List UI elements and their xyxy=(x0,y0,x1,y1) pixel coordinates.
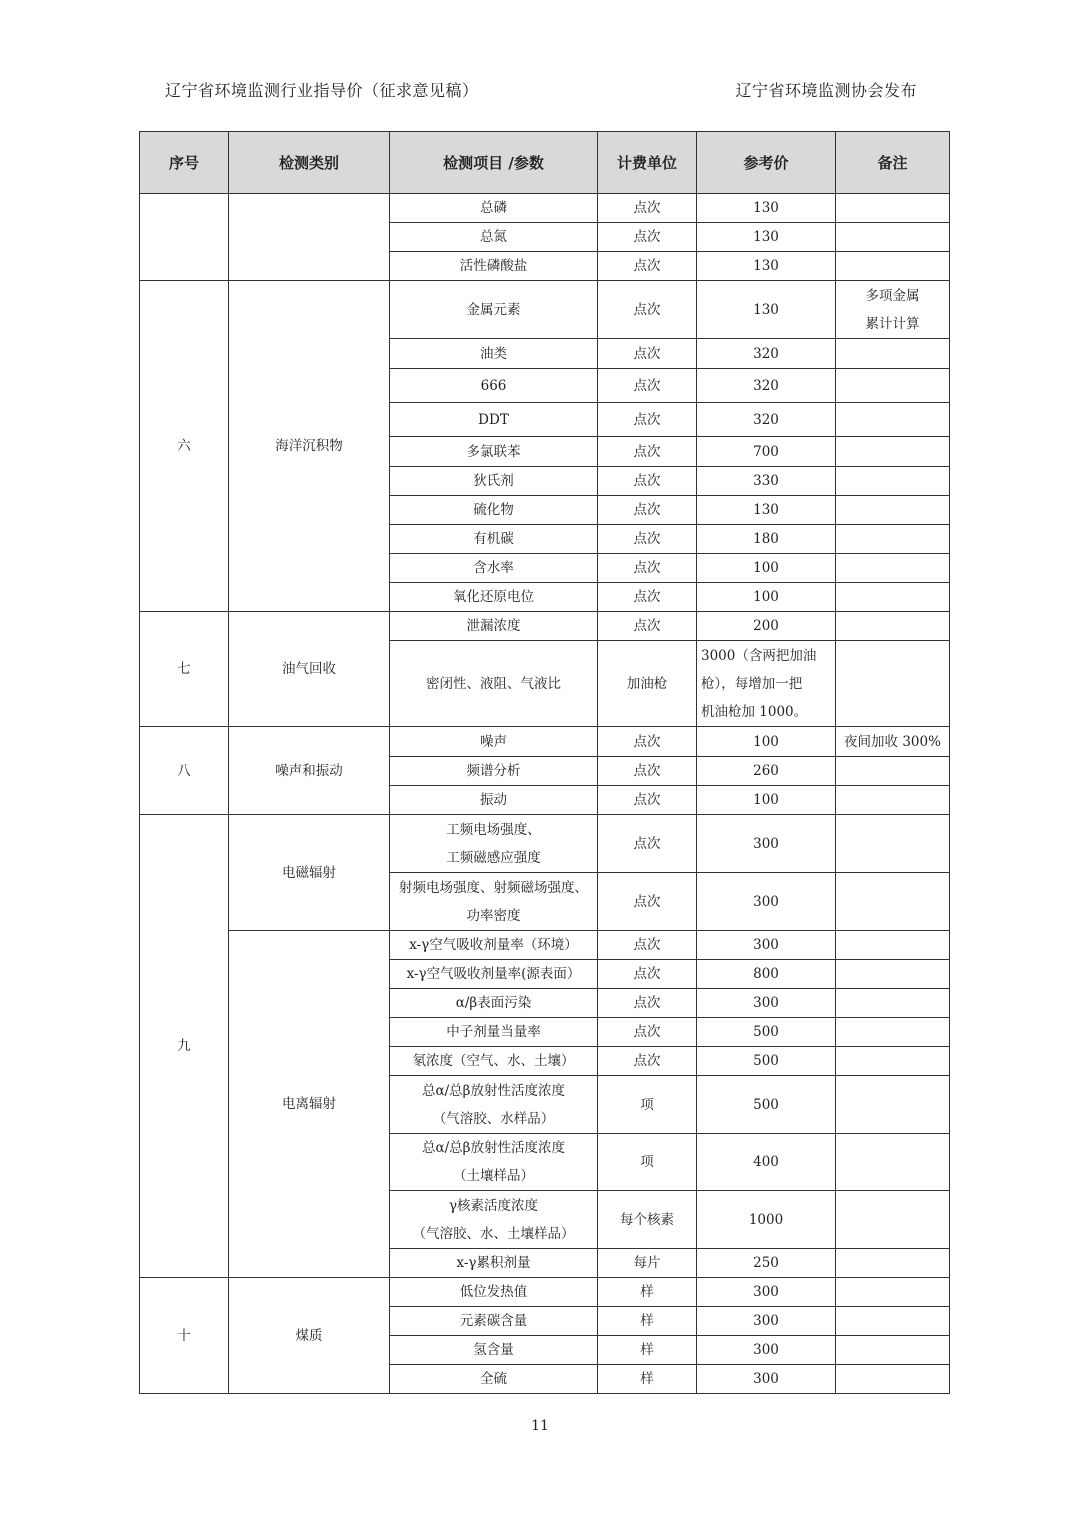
note-cell xyxy=(836,1307,950,1336)
note-cell xyxy=(836,786,950,815)
item-line: 工频磁感应强度 xyxy=(446,849,541,866)
note-cell xyxy=(836,252,950,281)
note-cell: 夜间加收 300% xyxy=(836,727,950,757)
seq-cell: 十 xyxy=(140,1278,229,1394)
category-cell: 电离辐射 xyxy=(229,931,390,1278)
price-cell: 300 xyxy=(697,873,836,931)
item-line: （气溶胶、水样品） xyxy=(432,1110,555,1127)
note-cell xyxy=(836,612,950,641)
item-cell: 氢含量 xyxy=(390,1336,598,1365)
price-cell: 260 xyxy=(697,757,836,786)
price-cell: 700 xyxy=(697,437,836,467)
unit-cell: 每片 xyxy=(598,1249,697,1278)
price-cell: 130 xyxy=(697,194,836,223)
seq-cell: 七 xyxy=(140,612,229,727)
col-item: 检测项目 /参数 xyxy=(390,132,598,194)
seq-cell: 九 xyxy=(140,815,229,1278)
note-cell xyxy=(836,467,950,496)
unit-cell: 点次 xyxy=(598,403,697,437)
price-cell: 100 xyxy=(697,583,836,612)
table-row xyxy=(140,727,950,757)
note-cell xyxy=(836,641,950,727)
item-cell xyxy=(390,873,598,931)
note-cell xyxy=(836,525,950,554)
unit-cell: 点次 xyxy=(598,281,697,339)
item-line: 总α/总β放射性活度浓度 xyxy=(422,1082,565,1099)
note-cell xyxy=(836,989,950,1018)
document-title: 辽宁省环境监测行业指导价（征求意见稿） xyxy=(165,81,479,100)
item-cell: 振动 xyxy=(390,786,598,815)
item-cell: 活性磷酸盐 xyxy=(390,252,598,281)
item-cell: 有机碳 xyxy=(390,525,598,554)
unit-cell: 点次 xyxy=(598,931,697,960)
unit-cell: 点次 xyxy=(598,1018,697,1047)
price-cell: 250 xyxy=(697,1249,836,1278)
item-line: 总α/总β放射性活度浓度 xyxy=(422,1140,565,1156)
price-cell: 180 xyxy=(697,525,836,554)
note-cell xyxy=(836,1278,950,1307)
item-line: γ核素活度浓度 xyxy=(448,1197,539,1214)
table-header-row xyxy=(140,132,950,194)
price-cell: 300 xyxy=(697,1307,836,1336)
price-cell: 130 xyxy=(697,496,836,525)
note-cell xyxy=(836,496,950,525)
price-cell: 300 xyxy=(697,815,836,873)
table-row xyxy=(140,815,950,873)
seq-cell: 六 xyxy=(140,281,229,612)
item-cell: α/β表面污染 xyxy=(390,989,598,1018)
category-cell: 海洋沉积物 xyxy=(229,281,390,612)
unit-cell: 每个核素 xyxy=(598,1191,697,1249)
note-cell xyxy=(836,1076,950,1134)
col-seq: 序号 xyxy=(140,132,229,194)
unit-cell: 项 xyxy=(598,1076,697,1134)
note-cell xyxy=(836,757,950,786)
unit-cell: 加油枪 xyxy=(598,641,697,727)
price-line: 枪），每增加一把 xyxy=(701,675,803,692)
item-cell: 总氮 xyxy=(390,223,598,252)
note-cell xyxy=(836,583,950,612)
item-cell: 狄氏剂 xyxy=(390,467,598,496)
unit-cell: 点次 xyxy=(598,815,697,873)
table-row xyxy=(140,281,950,339)
table-row xyxy=(140,612,950,641)
item-cell: x-γ空气吸收剂量率（环境） xyxy=(390,931,598,960)
note-cell xyxy=(836,815,950,873)
item-cell: 氧化还原电位 xyxy=(390,583,598,612)
note-cell xyxy=(836,223,950,252)
publisher: 辽宁省环境监测协会发布 xyxy=(735,81,917,100)
note-line: 多项金属 xyxy=(865,287,920,304)
item-cell: 元素碳含量 xyxy=(390,1307,598,1336)
unit-cell: 点次 xyxy=(598,612,697,641)
category-cell: 油气回收 xyxy=(229,612,390,727)
unit-cell: 样 xyxy=(598,1365,697,1394)
note-cell xyxy=(836,1047,950,1076)
unit-cell: 点次 xyxy=(598,873,697,931)
unit-cell: 点次 xyxy=(598,223,697,252)
price-cell: 100 xyxy=(697,727,836,757)
item-cell: 泄漏浓度 xyxy=(390,612,598,641)
price-cell: 800 xyxy=(697,960,836,989)
price-cell: 300 xyxy=(697,1278,836,1307)
note-cell xyxy=(836,339,950,369)
category-cell: 电磁辐射 xyxy=(229,815,390,931)
price-cell: 100 xyxy=(697,554,836,583)
price-cell: 500 xyxy=(697,1047,836,1076)
price-cell: 500 xyxy=(697,1076,836,1134)
item-line: 工频电场强度、 xyxy=(446,821,541,838)
item-cell: 多氯联苯 xyxy=(390,437,598,467)
col-category: 检测类别 xyxy=(229,132,390,194)
unit-cell: 项 xyxy=(598,1134,697,1191)
category-cell: 噪声和振动 xyxy=(229,727,390,815)
price-cell: 130 xyxy=(697,223,836,252)
seq-cell xyxy=(140,194,229,281)
note-cell xyxy=(836,1365,950,1394)
note-cell xyxy=(836,403,950,437)
item-cell: 中子剂量当量率 xyxy=(390,1018,598,1047)
unit-cell: 点次 xyxy=(598,369,697,403)
item-cell: 666 xyxy=(390,369,598,403)
item-cell: x-γ空气吸收剂量率(源表面） xyxy=(390,960,598,989)
unit-cell: 点次 xyxy=(598,960,697,989)
price-cell: 320 xyxy=(697,369,836,403)
note-cell xyxy=(836,281,950,339)
unit-cell: 样 xyxy=(598,1336,697,1365)
item-line: （土壤样品） xyxy=(453,1168,534,1184)
unit-cell: 点次 xyxy=(598,467,697,496)
unit-cell: 点次 xyxy=(598,1047,697,1076)
item-cell: 噪声 xyxy=(390,727,598,757)
unit-cell: 点次 xyxy=(598,989,697,1018)
price-cell: 300 xyxy=(697,989,836,1018)
note-cell xyxy=(836,554,950,583)
item-cell: 总磷 xyxy=(390,194,598,223)
item-cell: 全硫 xyxy=(390,1365,598,1394)
item-cell: 频谱分析 xyxy=(390,757,598,786)
price-cell: 130 xyxy=(697,252,836,281)
unit-cell: 点次 xyxy=(598,496,697,525)
unit-cell: 样 xyxy=(598,1307,697,1336)
unit-cell: 点次 xyxy=(598,194,697,223)
col-price: 参考价 xyxy=(697,132,836,194)
item-cell: 硫化物 xyxy=(390,496,598,525)
category-cell: 煤质 xyxy=(229,1278,390,1394)
unit-cell: 点次 xyxy=(598,525,697,554)
price-cell: 1000 xyxy=(697,1191,836,1249)
price-cell: 500 xyxy=(697,1018,836,1047)
item-cell: 氡浓度（空气、水、土壤） xyxy=(390,1047,598,1076)
seq-cell: 八 xyxy=(140,727,229,815)
note-cell xyxy=(836,1191,950,1249)
note-cell xyxy=(836,960,950,989)
unit-cell: 样 xyxy=(598,1278,697,1307)
note-cell xyxy=(836,194,950,223)
table-row xyxy=(140,1278,950,1307)
table-row xyxy=(140,194,950,223)
item-line: （气溶胶、水、土壤样品） xyxy=(412,1225,575,1242)
item-cell: DDT xyxy=(390,403,598,437)
price-table xyxy=(139,131,950,1394)
col-unit: 计费单位 xyxy=(598,132,697,194)
item-cell xyxy=(390,1076,598,1134)
category-cell xyxy=(229,194,390,281)
price-line: 3000（含两把加油 xyxy=(701,647,817,664)
price-cell: 100 xyxy=(697,786,836,815)
item-cell: x-γ累积剂量 xyxy=(390,1249,598,1278)
unit-cell: 点次 xyxy=(598,554,697,583)
item-cell xyxy=(390,1191,598,1249)
page-number: 11 xyxy=(531,1418,549,1434)
note-cell xyxy=(836,437,950,467)
col-note: 备注 xyxy=(836,132,950,194)
item-line: 功率密度 xyxy=(466,907,521,924)
price-cell xyxy=(697,641,836,727)
note-line: 累计计算 xyxy=(865,315,920,332)
note-cell xyxy=(836,931,950,960)
note-cell xyxy=(836,873,950,931)
note-cell xyxy=(836,1018,950,1047)
price-cell: 300 xyxy=(697,931,836,960)
price-line: 机油枪加 1000。 xyxy=(701,703,808,720)
price-cell: 320 xyxy=(697,339,836,369)
unit-cell: 点次 xyxy=(598,757,697,786)
unit-cell: 点次 xyxy=(598,727,697,757)
price-cell: 400 xyxy=(697,1134,836,1191)
price-cell: 200 xyxy=(697,612,836,641)
item-cell: 含水率 xyxy=(390,554,598,583)
item-cell xyxy=(390,815,598,873)
price-cell: 130 xyxy=(697,281,836,339)
price-cell: 330 xyxy=(697,467,836,496)
note-cell xyxy=(836,1336,950,1365)
item-cell: 密闭性、液阻、气液比 xyxy=(390,641,598,727)
table-row xyxy=(140,931,950,960)
item-line: 射频电场强度、射频磁场强度、 xyxy=(399,879,588,896)
note-cell xyxy=(836,369,950,403)
item-cell: 低位发热值 xyxy=(390,1278,598,1307)
unit-cell: 点次 xyxy=(598,583,697,612)
item-cell xyxy=(390,1134,598,1191)
price-cell: 300 xyxy=(697,1336,836,1365)
item-cell: 油类 xyxy=(390,339,598,369)
note-cell xyxy=(836,1134,950,1191)
unit-cell: 点次 xyxy=(598,252,697,281)
note-cell xyxy=(836,1249,950,1278)
unit-cell: 点次 xyxy=(598,339,697,369)
item-cell: 金属元素 xyxy=(390,281,598,339)
unit-cell: 点次 xyxy=(598,437,697,467)
price-cell: 320 xyxy=(697,403,836,437)
unit-cell: 点次 xyxy=(598,786,697,815)
price-cell: 300 xyxy=(697,1365,836,1394)
